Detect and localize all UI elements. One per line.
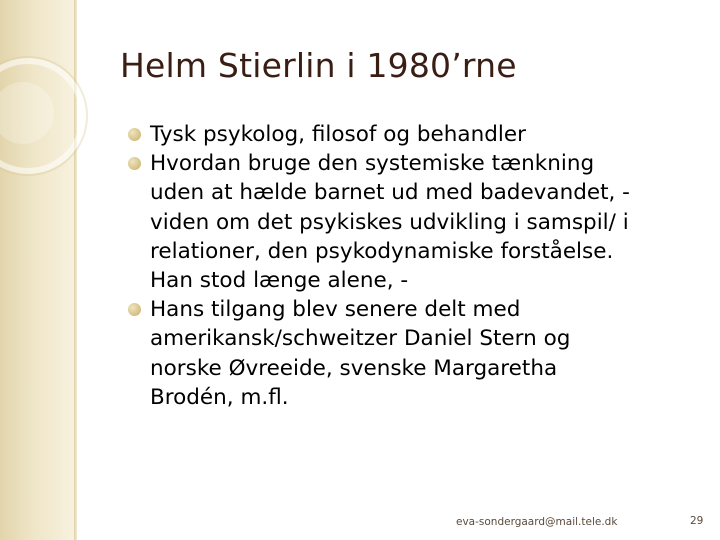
bullet-text-line: amerikansk/schweitzer Daniel Stern og [150, 326, 571, 352]
bullet-text-line: viden om det psykiskes udvikling i samspil/ i [150, 209, 629, 235]
bullet-item [128, 295, 688, 412]
bullet-icon [128, 303, 141, 316]
bullet-text-line: Tysk psykolog, filosof og behandler [150, 122, 526, 147]
slide-number: 29 [690, 515, 704, 527]
bullet-text-line: Hvordan bruge den systemiske tænkning [150, 151, 595, 177]
bullet-text-line: Brodén, m.fl. [150, 384, 289, 410]
bullet-list [128, 120, 688, 412]
bullet-icon [128, 157, 141, 170]
bullet-item [128, 120, 688, 149]
bullet-text-line: Hans tilgang blev senere delt med [150, 297, 521, 323]
bullet-icon [128, 128, 141, 141]
bullet-text-line: uden at hælde barnet ud med badevandet, - [150, 180, 630, 206]
slide-title: Helm Stierlin i 1980’rne [120, 46, 517, 85]
footer-email: eva-sondergaard@mail.tele.dk [456, 516, 618, 528]
bullet-text-line: relationer, den psykodynamiske forståelse. [150, 238, 614, 264]
bullet-text-line: Han stod længe alene, - [150, 268, 409, 294]
bullet-item [128, 149, 688, 295]
bullet-text-line: norske Øvreeide, svenske Margaretha [150, 355, 558, 381]
